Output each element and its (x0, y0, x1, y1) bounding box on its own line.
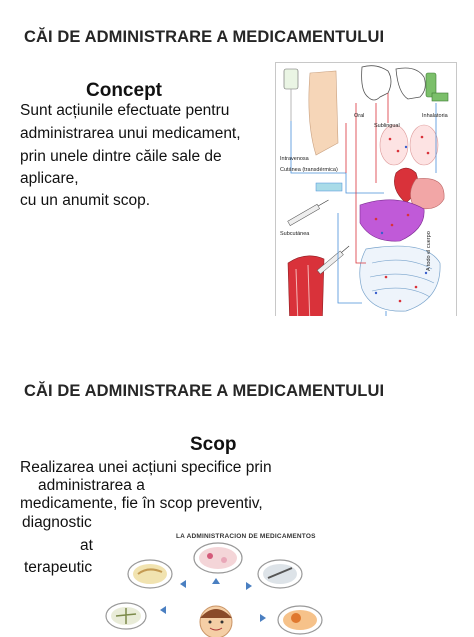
label-inhalatoria: Inhalatoria (422, 113, 448, 119)
concept-line-1: Sunt acțiunile efectuate pentru (20, 102, 230, 119)
slide-heading: CĂI DE ADMINISTRARE A MEDICAMENTULUI (24, 28, 385, 46)
label-oral: Oral (354, 113, 365, 119)
scop-line-1: Realizarea unei acțiuni specifice prin (20, 459, 272, 476)
scop-line-2: administrarea a (38, 477, 145, 494)
slide-scop (0, 316, 474, 632)
label-sublingual: Sublingual (374, 123, 400, 129)
medication-administration-illustration (100, 522, 340, 632)
concept-title: Concept (86, 80, 162, 101)
scop-title: Scop (190, 434, 237, 455)
scop-line-4: diagnostic (22, 514, 92, 531)
administration-routes-diagram (275, 62, 457, 342)
label-cutanea: Cutánea (transdérmica) (280, 167, 338, 173)
label-intravenosa: Intravenosa (280, 156, 309, 162)
scop-line-6: terapeutic (24, 559, 93, 576)
body-routes-illustration (276, 63, 456, 341)
slide-heading: CĂI DE ADMINISTRARE A MEDICAMENTULUI (24, 382, 385, 400)
concept-line-5: cu un anumit scop. (20, 192, 151, 209)
concept-line-2: administrarea unui medicament, (20, 125, 241, 142)
slide-concept (0, 0, 474, 316)
label-subcutanea: Subcutánea (280, 231, 310, 237)
illustration-title: LA ADMINISTRACION DE MEDICAMENTOS (176, 533, 316, 540)
concept-line-4: aplicare, (20, 170, 79, 187)
scop-line-5: at (80, 537, 93, 554)
scop-line-3: medicamente, fie în scop preventiv, (20, 495, 263, 512)
concept-line-3: prin unele dintre căile sale de (20, 148, 222, 165)
label-todo-cuerpo: A todo el cuerpo (426, 231, 432, 271)
